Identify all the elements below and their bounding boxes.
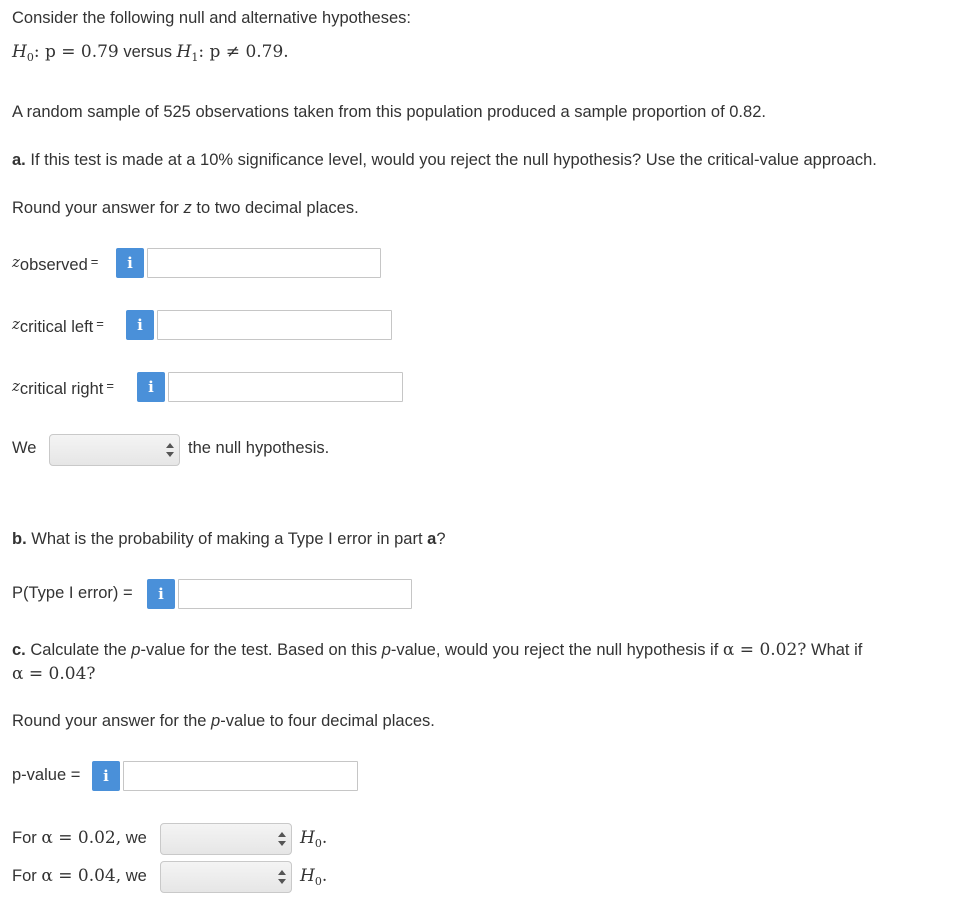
alpha-002-value: α = 0.02, xyxy=(41,828,122,848)
period: . xyxy=(321,866,328,886)
info-icon: i xyxy=(137,372,165,402)
sample-text: A random sample of 525 observations taken from this population produced a sample proportion of 0.82. xyxy=(12,103,766,121)
period: . xyxy=(321,828,328,848)
z-critical-left-info-button[interactable] xyxy=(126,310,154,340)
h0-subscript: 0 xyxy=(314,875,322,888)
z-observed-info-button[interactable] xyxy=(116,248,144,278)
z-observed-eq: = xyxy=(90,254,99,269)
h0-relation: : p = 0.79 xyxy=(33,42,119,62)
part-a-label: a. xyxy=(12,151,26,169)
h1-subscript: 1 xyxy=(191,51,199,64)
reject-decision-select[interactable] xyxy=(49,434,180,466)
select-arrows-icon xyxy=(278,831,286,847)
part-a-question xyxy=(12,151,877,170)
select-arrows-icon xyxy=(166,442,174,458)
z-critical-right-info-button[interactable] xyxy=(137,372,165,402)
part-b-question-end: ? xyxy=(436,530,446,548)
round-text-end: to two decimal places. xyxy=(196,199,359,217)
part-a-round-instruction xyxy=(12,199,359,218)
z-critical-right-input[interactable] xyxy=(168,372,403,402)
part-c-alpha2: α = 0.04? xyxy=(12,664,96,684)
h0-subscript: 0 xyxy=(26,51,34,64)
part-c-q3: -value, would you reject the null hypothesis if xyxy=(390,641,719,659)
z-critical-left-input[interactable] xyxy=(157,310,392,340)
z-critical-right-sub: critical right xyxy=(19,380,104,398)
hypotheses-line xyxy=(12,42,289,62)
part-c-alpha1: α = 0.02? xyxy=(722,640,807,660)
z-critical-left-z: z xyxy=(12,315,20,333)
part-c-round-instruction xyxy=(12,712,435,731)
we-text: we xyxy=(125,829,147,847)
we-text: we xyxy=(125,867,147,885)
z-critical-left-eq: = xyxy=(96,316,104,331)
z-observed-sub: observed xyxy=(19,256,88,274)
select-arrows-icon xyxy=(278,869,286,885)
h0-subscript: 0 xyxy=(314,837,322,850)
type-i-error-label: P(Type I error) = xyxy=(12,584,133,602)
z-observed-input[interactable] xyxy=(147,248,381,278)
for-label: For xyxy=(12,867,37,885)
info-icon: i xyxy=(147,579,175,609)
z-critical-left-sub: critical left xyxy=(19,318,94,336)
we-label: We xyxy=(12,439,37,457)
info-icon: i xyxy=(116,248,144,278)
h0-symbol: H xyxy=(300,866,315,886)
z-observed-z: z xyxy=(12,253,20,271)
part-c-round-text-end: -value to four decimal places. xyxy=(220,712,435,730)
part-c-q2: -value for the test. Based on this xyxy=(140,641,378,659)
type-i-error-input[interactable] xyxy=(178,579,412,609)
part-c-question-line2 xyxy=(12,664,96,684)
part-c-p2: p xyxy=(381,641,391,659)
alpha-002-h0 xyxy=(300,828,327,848)
z-observed-label xyxy=(12,253,99,275)
part-c-label: c. xyxy=(12,641,26,659)
info-icon: i xyxy=(92,761,120,791)
type-i-error-info-button[interactable] xyxy=(147,579,175,609)
part-c-round-text: Round your answer for the xyxy=(12,712,207,730)
alpha-004-label xyxy=(12,866,147,886)
intro-text: Consider the following null and alternative hypotheses: xyxy=(12,9,411,27)
alpha-004-value: α = 0.04, xyxy=(41,866,122,886)
part-c-q4: What if xyxy=(811,641,863,659)
part-c-question-line1 xyxy=(12,640,862,660)
z-critical-right-eq: = xyxy=(106,378,114,393)
part-b-question-text: What is the probability of making a Type I error in part xyxy=(31,530,423,548)
z-critical-right-label xyxy=(12,377,114,399)
p-value-info-button[interactable] xyxy=(92,761,120,791)
part-c-p1: p xyxy=(131,641,141,659)
h1-symbol: H xyxy=(176,42,192,62)
part-c-q1: Calculate the xyxy=(30,641,127,659)
z-critical-left-label xyxy=(12,315,104,337)
part-b-question-part: a xyxy=(427,530,437,548)
alpha-002-label xyxy=(12,828,147,848)
part-c-round-p: p xyxy=(211,712,221,730)
h0-symbol: H xyxy=(12,42,27,62)
part-b-label: b. xyxy=(12,530,27,548)
alpha-002-decision-select[interactable] xyxy=(160,823,292,855)
we-suffix: the null hypothesis. xyxy=(188,439,330,457)
versus-text: versus xyxy=(123,43,172,61)
part-a-question-text: If this test is made at a 10% significance level, would you reject the null hypothesis? Use the critical-value approach. xyxy=(30,151,877,169)
z-critical-right-z: z xyxy=(12,377,20,395)
h1-relation: : p ≠ 0.79. xyxy=(198,42,289,62)
round-text: Round your answer for xyxy=(12,199,179,217)
alpha-004-decision-select[interactable] xyxy=(160,861,292,893)
for-label: For xyxy=(12,829,37,847)
round-var: z xyxy=(183,199,192,217)
alpha-004-h0 xyxy=(300,866,327,886)
part-b-question xyxy=(12,530,446,549)
h0-symbol: H xyxy=(300,828,315,848)
p-value-label: p-value = xyxy=(12,766,81,784)
p-value-input[interactable] xyxy=(123,761,358,791)
info-icon: i xyxy=(126,310,154,340)
